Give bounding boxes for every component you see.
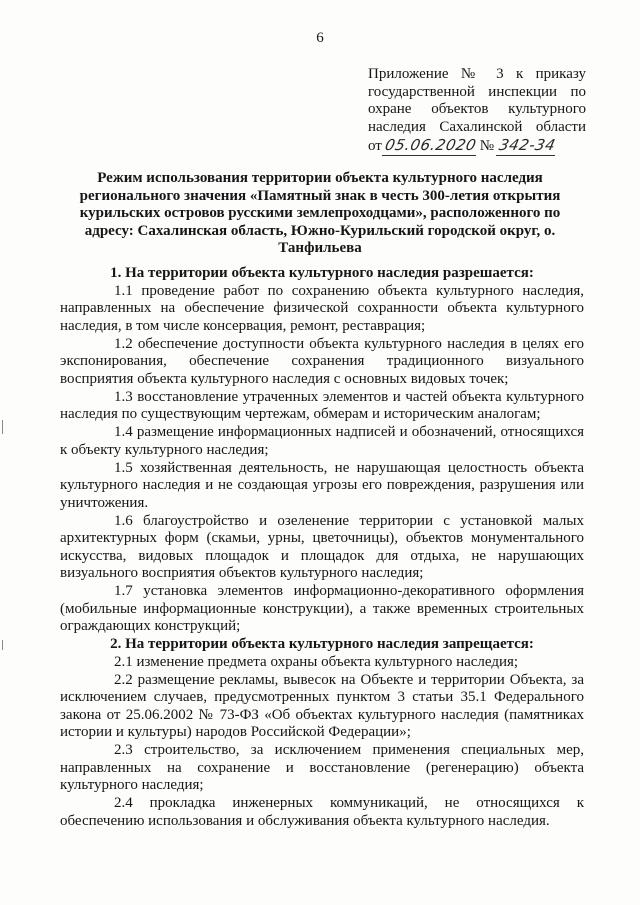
paragraph-2-4: 2.4 прокладка инженерных коммуникаций, не относящихся к обеспечению использования и обслуживания объекта культурного наследия. [60, 795, 584, 829]
paragraph-1-5: 1.5 хозяйственная деятельность, не нарушающая целостность объекта культурного наследия и не создающая угрозы его повреждения, разрушения или уничтожения. [60, 459, 584, 511]
appendix-block [368, 66, 586, 156]
paragraph-1-3: 1.3 восстановление утраченных элементов и частей объекта культурного наследия по существующим чертежам, обмерам и историческим аналогам; [60, 388, 584, 422]
appendix-line: Приложение № 3 к приказу [368, 66, 586, 82]
scan-margin-mark [2, 420, 3, 434]
section-heading-prohibited: 2. На территории объекта культурного наследия запрещается: [110, 636, 534, 652]
paragraph-1-7: 1.7 установка элементов информационно-декоративного оформления (мобильные информационные конструкции), а также временных строительных ограждающих конструкций; [60, 583, 584, 634]
number-label: № [479, 138, 495, 154]
paragraph-1-2: 1.2 обеспечение доступности объекта культурного наследия в целях его экспонирования, обеспечение сохранения традиционного визуального восприятия объекта культурного наследия с основных видовых точек; [60, 335, 584, 387]
section-heading-permitted: 1. На территории объекта культурного наследия разрешается: [110, 265, 534, 281]
handwritten-date: 05.06.2020 [383, 136, 478, 154]
paragraph-2-1: 2.1 изменение предмета охраны объекта культурного наследия; [114, 653, 519, 670]
appendix-date-number-line [368, 137, 586, 156]
from-label: от [368, 138, 382, 154]
appendix-line: наследия Сахалинской области [368, 118, 586, 135]
handwritten-number: 342-34 [497, 136, 558, 154]
page-number: 6 [316, 30, 324, 46]
paragraph-1-4: 1.4 размещение информационных надписей и обозначений, относящихся к объекту культурного наследия; [60, 424, 584, 458]
paragraph-2-2: 2.2 размещение рекламы, вывесок на Объекте и территории Объекта, за исключением случаев, предусмотренных пунктом 3 статьи 35.1 Федерального закона от 25.06.2002 № 73-ФЗ «Об объектах культурного наследия (памятниках истории и культуры) народов Российской Федерации»; [60, 671, 584, 740]
scan-margin-mark [2, 640, 3, 650]
appendix-line: государственной инспекции по [368, 83, 586, 100]
document-body [60, 265, 584, 831]
document-title: Режим использования территории объекта культурного наследия регионального значения «Памятный знак в честь 300-летия открытия курильских островов русскими землепроходцами», расположенного по адресу: Сахалинская область, Южно-Курильский городской округ, о. Танфильева [79, 170, 561, 256]
paragraph-2-3: 2.3 строительство, за исключением применения специальных мер, направленных на сохранение и восстановление (регенерацию) объекта культурного наследия; [60, 742, 584, 793]
paragraph-1-6: 1.6 благоустройство и озеленение территории с установкой малых архитектурных форм (скамьи, урны, цветочницы), объектов монументального искусства, видовых площадок и площадок для отдыха, не нарушающих визуального восприятия объектов культурного наследия; [60, 512, 584, 581]
paragraph-1-1: 1.1 проведение работ по сохранению объекта культурного наследия, направленных на обеспечение физической сохранности объекта культурного наследия, в том числе консервация, ремонт, реставрация; [60, 282, 584, 334]
appendix-line: охране объектов культурного [368, 101, 586, 117]
